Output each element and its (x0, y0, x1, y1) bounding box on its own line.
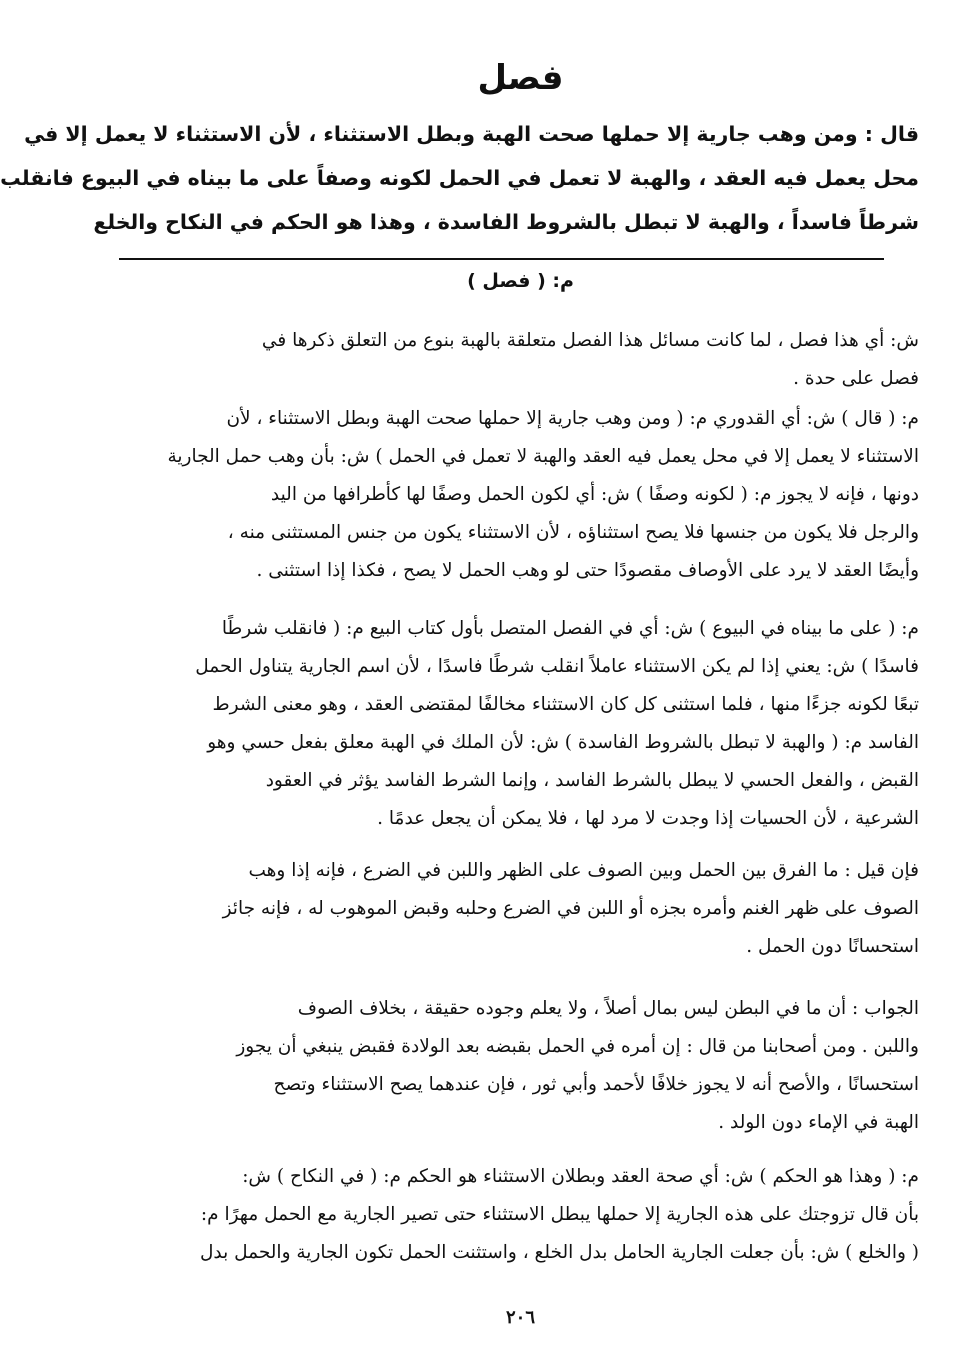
page-number: ٢٠٦ (505, 1307, 535, 1328)
commentary-paragraph (116, 610, 919, 838)
separator-rule (119, 258, 884, 260)
paragraph-line: الجواب : أن ما في البطن ليس بمال أصلاً ، ولا يعلم وجوده حقيقة ، بخلاف الصوف (297, 998, 919, 1019)
paragraph-line: م: ( على ما بيناه في البيوع ) ش: أي في الفصل المتصل بأول كتاب البيع م: ( فانقلب شرطًا (221, 618, 919, 639)
matn-line: قال : ومن وهب جارية إلا حملها صحت الهبة وبطل الاستثناء ، لأن الاستثناء لا يعمل إلا في (24, 122, 919, 146)
paragraph-line: والرجل فلا يكون من جنسها فلا يصح استثناؤه ، لأن الاستثناء يكون من جنس المستثنى منه ، (227, 522, 919, 543)
chapter-heading: فصل (477, 58, 564, 98)
commentary-paragraph (116, 852, 919, 966)
paragraph-line: القبض ، والفعل الحسي لا يبطل بالشرط الفاسد ، وإنما الشرط الفاسد يؤثر في العقود (265, 770, 919, 791)
paragraph-line: فصل على حدة . (793, 368, 919, 389)
paragraph-line: دونها ، فإنه لا يجوز م: ( لكونه وصفًا ) ش: أي لكون الحمل وصفًا لها كأطرافها من اليد (270, 484, 919, 505)
paragraph-line: استحسانًا دون الحمل . (746, 936, 919, 957)
paragraph-line: ( والخلع ) ش: بأن جعلت الجارية الحامل بدل الخلع ، واستثنت الحمل تكون الجارية والحمل بدل (199, 1242, 919, 1263)
matn-block (0, 112, 919, 244)
paragraph-line: الشرعية ، لأن الحسيات إذا وجدت لا مرد لها ، فلا يمكن أن يجعل عدمًا . (377, 808, 919, 829)
commentary-paragraph (116, 990, 919, 1142)
paragraph-line: فإن قيل : ما الفرق بين الحمل وبين الصوف على الظهر واللبن في الضرع ، فإنه إذا وهب (248, 860, 919, 881)
paragraph-line: م: ( قال ) ش: أي القدوري م: ( ومن وهب جارية إلا حملها صحت الهبة وبطل الاستثناء ، لأن (226, 408, 919, 429)
paragraph-line: تبعًا لكونه جزءًا منها ، فلما استثنى كل كان الاستثناء مخالفًا لمقتضى العقد ، وهو معنى الشرط (212, 694, 919, 715)
paragraph-line: ش: أي هذا فصل ، لما كانت مسائل هذا الفصل متعلقة بالهبة بنوع من التعلق ذكرها في (261, 330, 919, 351)
paragraph-line: استحسانًا ، والأصح أنه لا يجوز خلافًا لأحمد وأبي ثور ، فإن عندهما يصح الاستثناء وتصح (273, 1074, 919, 1095)
paragraph-line: م: ( وهذا هو الحكم ) ش: أي صحة العقد وبطلان الاستثناء هو الحكم م: ( في النكاح ) ش: (242, 1166, 919, 1187)
paragraph-line: واللبن . ومن أصحابنا من قال : إن أمره في الحمل بقبضه بعد الولادة فقبض ينبغي أن يجوز (236, 1036, 919, 1057)
commentary-paragraph (116, 1158, 919, 1272)
paragraph-line: وأيضًا العقد لا يرد على الأوصاف مقصودًا حتى لو وهب الحمل لا يصح ، فكذا إذا استثنى . (256, 560, 919, 581)
paragraph-line: الفاسد م: ( والهبة لا تبطل بالشروط الفاسدة ) ش: لأن الملك في الهبة معلق بفعل حسي وهو (207, 732, 919, 753)
commentary-heading: م: ( فصل ) (467, 270, 574, 292)
paragraph-line: فاسدًا ) ش: يعني إذا لم يكن الاستثناء عاملاً انقلب شرطًا فاسدًا ، لأن اسم الجارية يتناول الحمل (195, 656, 919, 677)
commentary-paragraph (116, 400, 919, 590)
paragraph-line: الصوف على ظهر الغنم وأمره بجزه أو اللبن في الضرع وحلبه وقبض الموهوب له ، فإنه جائز (222, 898, 919, 919)
paragraph-line: الهبة في الإماء دون الولد . (718, 1112, 919, 1133)
commentary-paragraph (116, 322, 919, 398)
paragraph-line: بأن قال تزوجتك على هذه الجارية إلا حملها يبطل الاستثناء حتى تصير الجارية مع الحمل مهرًا م: (200, 1204, 919, 1225)
matn-line: شرطاً فاسداً ، والهبة لا تبطل بالشروط الفاسدة ، وهذا هو الحكم في النكاح والخلع (93, 210, 919, 234)
paragraph-line: الاستثناء لا يعمل إلا في محل يعمل فيه العقد والهبة لا تعمل في الحمل ) ش: بأن وهب حمل الجارية (167, 446, 919, 467)
matn-line: محل يعمل فيه العقد ، والهبة لا تعمل في الحمل لكونه وصفاً على ما بيناه في البيوع فانقلب (0, 166, 919, 190)
